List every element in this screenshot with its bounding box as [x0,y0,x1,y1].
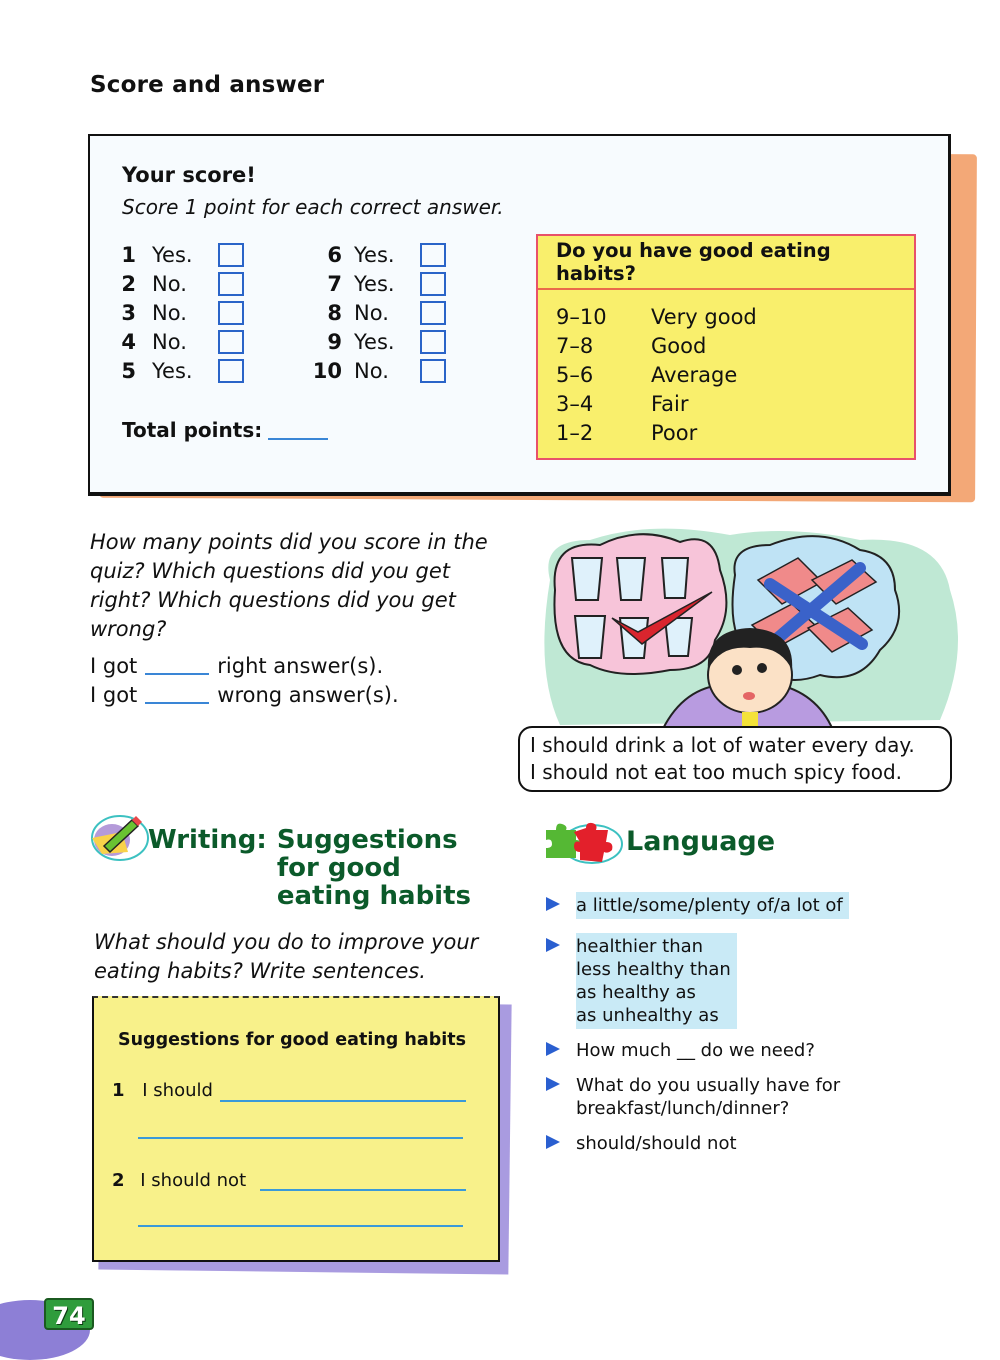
language-item-text [576,933,737,1029]
answer-row [310,298,395,327]
score-checkbox[interactable] [420,330,446,354]
language-item [544,933,964,1029]
answer-value: No. [152,329,187,354]
writing-heading [148,826,471,910]
writing-title-line: Suggestions [276,825,458,855]
speech-bubble [518,726,952,792]
language-item [544,1072,964,1122]
answer-value: No. [354,358,389,383]
language-item-text [576,1130,737,1157]
answer-value: Yes. [354,242,395,267]
habits-rating: Very good [651,304,757,329]
writing-prompt: What should you do to improve your eating habits? Write sentences. [94,930,479,983]
habits-row [538,331,914,360]
right-suffix: right answer(s). [217,654,384,678]
score-checkbox[interactable] [218,330,244,354]
answer-value: Yes. [152,358,193,383]
puzzle-pieces-icon [544,820,624,864]
language-line: What do you usually have for [576,1075,841,1096]
answer-line-1b[interactable] [138,1137,463,1139]
score-title: Your score! [122,163,256,187]
language-item-text [576,892,849,919]
answer-row [310,240,395,269]
habits-row [538,360,914,389]
answer-row [310,327,395,356]
score-checkbox[interactable] [218,359,244,383]
answer-number: 6 [327,242,342,267]
answer-number: 4 [121,329,136,354]
language-line: a little/some/plenty of/a lot of [576,895,843,916]
suggestion-number: 1 [112,1080,125,1101]
pencil-icon [88,812,150,862]
suggestion-item [112,1080,213,1101]
right-count-blank[interactable] [145,673,209,675]
habits-range: 7–8 [556,333,594,358]
language-item [544,892,964,919]
score-checkbox[interactable] [218,272,244,296]
answers-column-right [310,240,395,385]
suggestion-text: I should [142,1080,213,1101]
answer-number: 1 [121,242,136,267]
answer-number: 8 [327,300,342,325]
wrong-prefix: I got [90,683,138,707]
habits-range: 9–10 [556,304,607,329]
total-points-label: Total points: [122,418,263,442]
total-points-blank[interactable] [268,438,328,440]
habits-row [538,302,914,331]
speech-line: I should drink a lot of water every day. [530,733,915,757]
language-heading: Language [626,826,776,857]
habits-range: 5–6 [556,362,594,387]
writing-title-line: eating habits [276,881,472,911]
language-item [544,1130,964,1157]
suggestion-text: I should not [140,1170,247,1191]
suggestion-number: 2 [112,1170,125,1191]
language-item-text [576,1037,815,1064]
answer-value: Yes. [152,242,193,267]
language-line: as healthy as [576,982,696,1003]
score-instruction: Score 1 point for each correct answer. [122,195,504,219]
answer-line-2b[interactable] [138,1225,463,1227]
total-points [122,418,328,442]
language-list [544,892,964,1165]
bullet-triangle-icon [546,1077,560,1091]
answer-row [120,327,193,356]
score-checkbox[interactable] [420,301,446,325]
right-answers-line [90,654,383,678]
wrong-answers-line [90,683,399,707]
answer-value: No. [152,271,187,296]
answer-row [120,298,193,327]
suggestions-card-title: Suggestions for good eating habits [118,1030,467,1050]
habits-table-title: Do you have good eating habits? [538,236,914,290]
score-checkbox[interactable] [420,272,446,296]
section-title: Score and answer [90,72,325,98]
answer-number: 7 [327,271,342,296]
answer-value: Yes. [354,329,395,354]
language-line: healthier than [576,936,704,957]
answer-number: 2 [121,271,136,296]
bullet-triangle-icon [546,897,560,911]
answer-line-2a[interactable] [260,1189,466,1191]
speech-line: I should not eat too much spicy food. [530,760,903,784]
score-checkbox[interactable] [218,243,244,267]
answer-row [120,240,193,269]
suggestion-item [112,1170,246,1191]
bullet-triangle-icon [546,938,560,952]
answer-number: 5 [121,358,136,383]
right-prefix: I got [90,654,138,678]
language-line: as unhealthy as [576,1005,719,1026]
answer-row [120,269,193,298]
habits-range: 1–2 [556,420,594,445]
answer-value: No. [354,300,389,325]
answer-number: 9 [327,329,342,354]
girl-thinking-illustration [530,520,980,735]
habits-row [538,389,914,418]
writing-label: Writing: [148,825,267,855]
answer-value: No. [152,300,187,325]
page-number: 74 [44,1298,94,1330]
language-item-text [576,1072,840,1122]
language-line: How much __ do we need? [576,1040,815,1061]
answer-line-1a[interactable] [220,1100,466,1102]
writing-title-line: for good [276,853,401,883]
wrong-suffix: wrong answer(s). [217,683,399,707]
score-checkbox[interactable] [420,243,446,267]
language-line: should/should not [576,1133,737,1154]
bullet-triangle-icon [546,1042,560,1056]
habits-row [538,418,914,447]
habits-rating: Average [651,362,738,387]
bullet-triangle-icon [546,1135,560,1149]
answer-number: 3 [121,300,136,325]
wrong-count-blank[interactable] [145,702,209,704]
score-checkbox[interactable] [420,359,446,383]
habits-table [536,234,916,460]
answer-number: 10 [312,358,342,383]
habits-rating: Good [651,333,707,358]
answer-row [120,356,193,385]
language-item [544,1037,964,1064]
habits-rating: Fair [651,391,689,416]
language-line: less healthy than [576,959,731,980]
answers-column-left [120,240,193,385]
answer-row [310,356,395,385]
habits-rating: Poor [651,420,698,445]
habits-range: 3–4 [556,391,594,416]
score-checkbox[interactable] [218,301,244,325]
answer-value: Yes. [354,271,395,296]
reflection-question: How many points did you score in the quiz? Which questions did you get right? Which questions did you get wrong? [90,530,488,641]
language-line: breakfast/lunch/dinner? [576,1098,790,1119]
answer-row [310,269,395,298]
